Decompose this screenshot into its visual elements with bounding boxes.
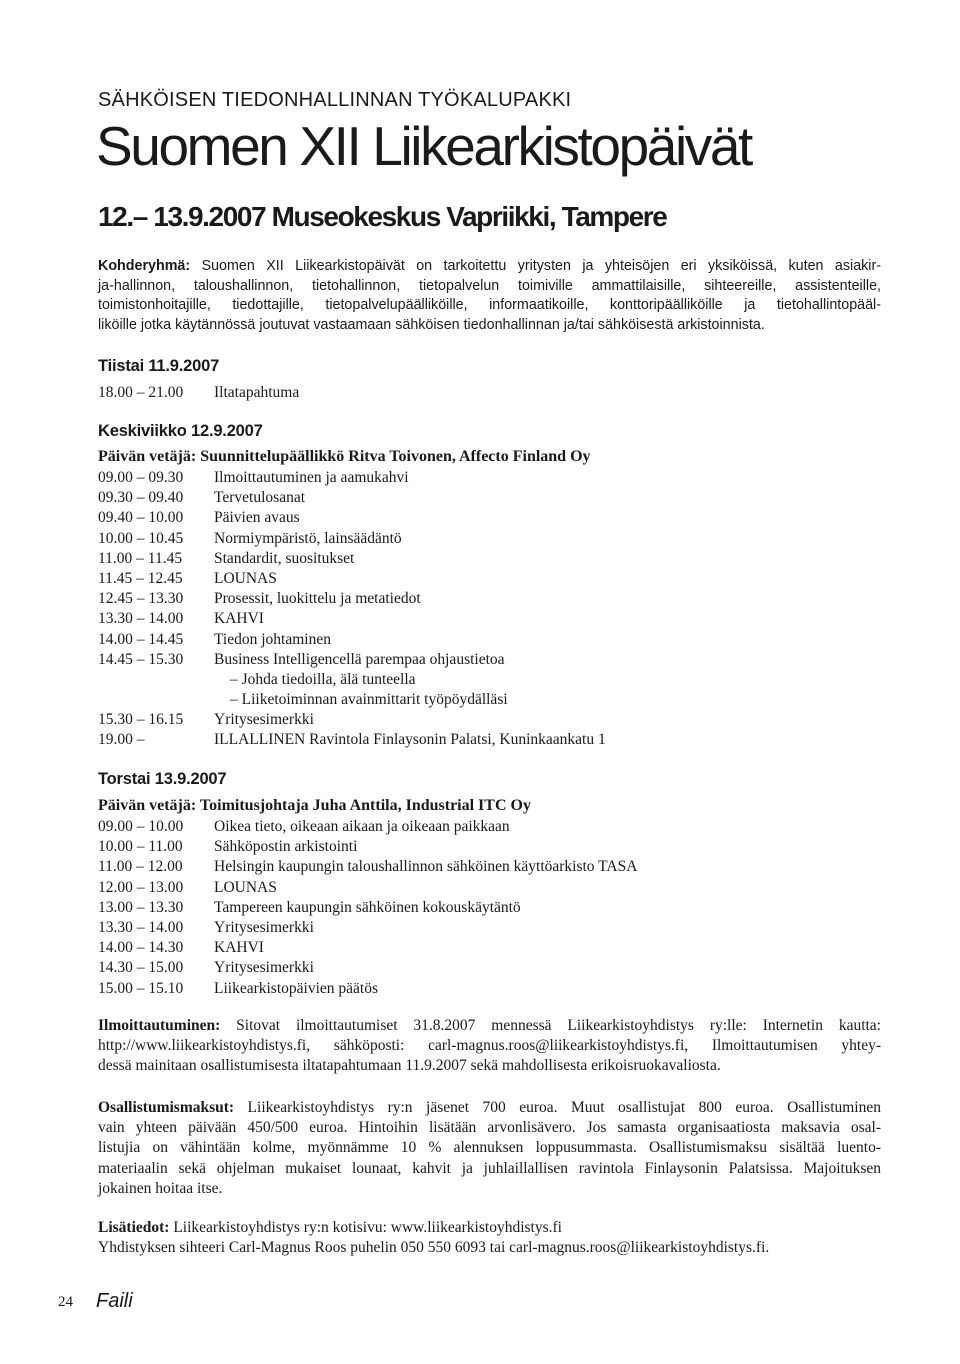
schedule-time: 09.30 – 09.40 xyxy=(98,489,184,507)
schedule-item: Liikearkistopäivien päätös xyxy=(214,979,378,997)
wednesday-schedule xyxy=(98,468,881,751)
thursday-schedule xyxy=(98,817,881,999)
schedule-item: Business Intelligencellä parempaa ohjaustietoa xyxy=(214,650,505,668)
schedule-row xyxy=(98,958,881,978)
info-line xyxy=(98,1218,881,1238)
schedule-item: KAHVI xyxy=(214,610,264,628)
schedule-row xyxy=(98,730,881,750)
schedule-item: Oikea tieto, oikeaan aikaan ja oikeaan paikkaan xyxy=(214,818,510,835)
day-heading-tuesday: Tiistai 11.9.2007 xyxy=(98,357,220,375)
day-heading-thursday: Torstai 13.9.2007 xyxy=(98,770,227,788)
schedule-time: 18.00 – 21.00 xyxy=(98,384,184,401)
schedule-item: Yritysesimerkki xyxy=(214,959,314,977)
schedule-time: 14.00 – 14.45 xyxy=(98,630,184,648)
schedule-time: 11.00 – 11.45 xyxy=(98,549,183,567)
info-first-line: Liikearkistoyhdistys ry:n kotisivu: www.liikearkistoyhdistys.fi xyxy=(169,1219,562,1236)
info-paragraph xyxy=(98,1218,881,1258)
schedule-item: KAHVI xyxy=(214,939,264,957)
fees-line xyxy=(98,1098,881,1118)
schedule-row xyxy=(98,630,881,650)
schedule-time: 13.30 – 14.00 xyxy=(98,918,184,936)
schedule-row xyxy=(98,488,881,508)
schedule-row xyxy=(98,589,881,609)
info-line: Yhdistyksen sihteeri Carl-Magnus Roos puhelin 050 550 6093 tai carl-magnus.roos@liikearkistoyhdistys.fi. xyxy=(98,1239,770,1257)
schedule-item: ILLALLINEN Ravintola Finlaysonin Palatsi, Kuninkaankatu 1 xyxy=(214,731,606,749)
fees-label: Osallistumismaksut: xyxy=(98,1099,235,1116)
schedule-row xyxy=(98,979,881,999)
schedule-row xyxy=(98,710,881,730)
schedule-time: 11.00 – 12.00 xyxy=(98,858,183,876)
schedule-item: Päivien avaus xyxy=(214,509,300,527)
target-group-paragraph xyxy=(98,257,881,336)
intro-line: liköille jotka käytännössä joutuvat vastaamaan sähköisen tiedonhallinnan ja/tai sähköisestä arkistoinnista. xyxy=(98,317,765,334)
schedule-time: 09.00 – 09.30 xyxy=(98,469,184,486)
schedule-item: Prosessit, luokittelu ja metatiedot xyxy=(214,590,421,608)
schedule-item: Standardit, suositukset xyxy=(214,549,355,567)
schedule-item: LOUNAS xyxy=(214,878,277,896)
info-label: Lisätiedot: xyxy=(98,1219,170,1236)
schedule-time: 12.00 – 13.00 xyxy=(98,878,184,896)
schedule-time: 19.00 – xyxy=(98,731,145,749)
intro-line: toimistonhoitajille, tiedottajille, tietopalvelupäälliköille, informaatikoille, konttoripäälliköille ja tietohallintopääl- xyxy=(98,297,881,314)
schedule-time: 14.45 – 15.30 xyxy=(98,650,184,668)
page-title: Suomen XII Liikearkistopäivät xyxy=(96,115,751,177)
schedule-time: 13.00 – 13.30 xyxy=(98,898,184,916)
fees-first-line: Liikearkistoyhdistys ry:n jäsenet 700 euroa. Muut osallistujat 800 euroa. Osallistuminen xyxy=(234,1099,881,1116)
section-kicker: SÄHKÖISEN TIEDONHALLINNAN TYÖKALUPAKKI xyxy=(98,89,572,111)
schedule-item: Iltatapahtuma xyxy=(214,384,300,401)
schedule-item: Normiympäristö, lainsäädäntö xyxy=(214,529,402,547)
schedule-row xyxy=(98,609,881,629)
schedule-row xyxy=(98,468,881,488)
intro-line: ja-hallinnon, taloushallinnon, tietohallinnon, tietopalvelun toimiville ammattilaisille, sihteereille, assistenteille, xyxy=(98,277,881,294)
schedule-row xyxy=(98,650,881,670)
schedule-item: Sähköpostin arkistointi xyxy=(214,838,358,856)
schedule-time: 14.30 – 15.00 xyxy=(98,959,184,977)
tuesday-schedule xyxy=(98,383,881,403)
registration-paragraph xyxy=(98,1016,881,1077)
schedule-row xyxy=(98,878,881,898)
schedule-row xyxy=(98,918,881,938)
schedule-item: Tervetulosanat xyxy=(214,489,306,507)
registration-line: dessä mainitaan osallistumisesta iltatapahtumaan 11.9.2007 sekä mahdollisesta erikoisruokavaliosta. xyxy=(98,1057,721,1075)
schedule-item: Ilmoittautuminen ja aamukahvi xyxy=(214,469,409,486)
schedule-item: Yritysesimerkki xyxy=(214,918,314,936)
registration-label: Ilmoittautuminen: xyxy=(98,1017,221,1034)
schedule-time: 09.40 – 10.00 xyxy=(98,509,184,527)
schedule-item: Helsingin kaupungin taloushallinnon sähköinen käyttöarkisto TASA xyxy=(214,858,638,876)
schedule-time: 09.00 – 10.00 xyxy=(98,818,184,835)
fees-line: vain yhteen päivään 450/500 euroa. Hintoihin lisätään arvonlisävero. Jos samasta organisaatiosta maksavia osal- xyxy=(98,1119,881,1137)
schedule-item: Tampereen kaupungin sähköinen kokouskäytäntö xyxy=(214,898,521,916)
magazine-name: Faili xyxy=(96,1290,133,1312)
schedule-row xyxy=(98,857,881,877)
schedule-row xyxy=(98,938,881,958)
schedule-row xyxy=(98,529,881,549)
registration-first-line: Sitovat ilmoittautumiset 31.8.2007 mennessä Liikearkistoyhdistys ry:lle: Internetin kautta: xyxy=(220,1017,881,1034)
schedule-item: LOUNAS xyxy=(214,569,277,587)
fees-line: materiaalin sekä ohjelman mukaiset lounaat, kahvit ja juhlaillallisen ravintola Finlaysonin Palatsissa. Majoituksen xyxy=(98,1159,881,1177)
schedule-row xyxy=(98,817,881,837)
schedule-item: Yritysesimerkki xyxy=(214,711,314,729)
schedule-row xyxy=(98,898,881,918)
day-heading-wednesday: Keskiviikko 12.9.2007 xyxy=(98,422,263,440)
schedule-time: 13.30 – 14.00 xyxy=(98,610,184,628)
schedule-row xyxy=(98,549,881,569)
intro-line xyxy=(98,257,881,277)
fees-paragraph xyxy=(98,1098,881,1199)
schedule-row xyxy=(98,383,881,403)
schedule-time: 10.00 – 11.00 xyxy=(98,838,183,856)
day-leader-thursday: Päivän vetäjä: Toimitusjohtaja Juha Anttila, Industrial ITC Oy xyxy=(98,797,531,814)
registration-line: http://www.liikearkistoyhdistys.fi, sähköposti: carl-magnus.roos@liikearkistoyhdistys.fi, Ilmoittautumisen yhtey- xyxy=(98,1037,881,1055)
schedule-item: Tiedon johtaminen xyxy=(214,630,331,648)
schedule-row xyxy=(98,508,881,528)
intro-first-line: Suomen XII Liikearkistopäivät on tarkoitettu yritysten ja yhteisöjen eri yksiköissä, kuten asiakir- xyxy=(190,258,881,274)
schedule-subitem: – Johda tiedoilla, älä tunteella xyxy=(230,670,416,688)
fees-line: jokainen hoitaa itse. xyxy=(98,1179,223,1197)
schedule-time: 15.30 – 16.15 xyxy=(98,711,184,729)
fees-line: listujia on vähintään kolme, myönnämme 10 % alennuksen loppusummasta. Osallistumismaksu sisältää luento- xyxy=(98,1139,881,1157)
schedule-time: 14.00 – 14.30 xyxy=(98,939,184,957)
schedule-row xyxy=(98,837,881,857)
schedule-time: 12.45 – 13.30 xyxy=(98,590,184,608)
schedule-row xyxy=(98,569,881,589)
schedule-time: 11.45 – 12.45 xyxy=(98,569,183,587)
target-group-label: Kohderyhmä: xyxy=(98,258,191,274)
day-leader-wednesday: Päivän vetäjä: Suunnittelupäällikkö Ritva Toivonen, Affecto Finland Oy xyxy=(98,448,591,465)
page-number: 24 xyxy=(58,1294,73,1310)
event-date-venue: 12.– 13.9.2007 Museokeskus Vapriikki, Tampere xyxy=(98,201,667,232)
schedule-time: 10.00 – 10.45 xyxy=(98,529,184,547)
schedule-time: 15.00 – 15.10 xyxy=(98,979,184,997)
registration-line xyxy=(98,1016,881,1036)
schedule-subitem: – Liiketoiminnan avainmittarit työpöydälläsi xyxy=(230,691,508,709)
